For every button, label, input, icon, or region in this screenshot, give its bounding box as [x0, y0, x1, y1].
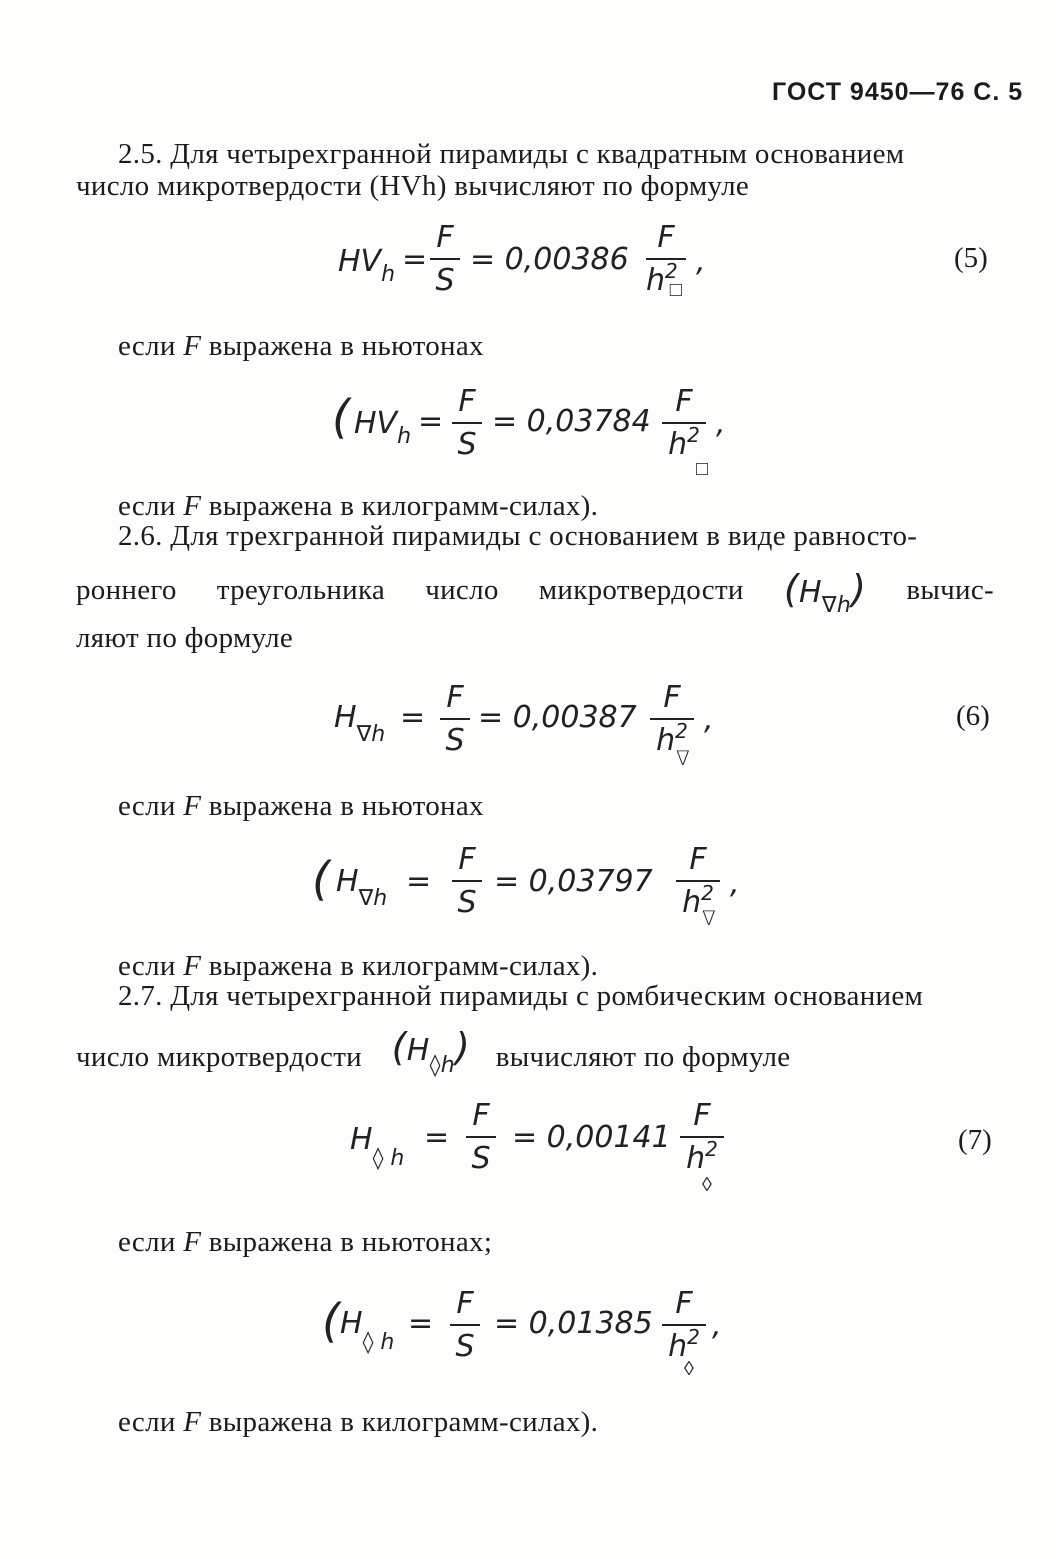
formula-6b-lhs-sub: ∇h — [358, 886, 388, 911]
formula-7-lhs-sub: ◊ h — [372, 1146, 405, 1171]
formula-6b-equals: = — [406, 864, 432, 899]
formula-7b-numerator: F — [456, 1286, 474, 1321]
formula-6-denominator: S — [445, 723, 465, 758]
formula-7-fraction-f-over-s — [466, 1098, 496, 1176]
formula-7b-h: h — [668, 1329, 688, 1364]
paragraph-2-6-line-3: ляют по формуле — [76, 622, 294, 654]
formula-6b-comma: , — [730, 866, 740, 901]
variable-f: F — [183, 490, 202, 522]
fraction-bar — [440, 718, 470, 720]
formula-6b-numerator-2: F — [689, 842, 707, 877]
formula-6b-denominator: S — [457, 885, 477, 920]
fraction-bar — [450, 1324, 480, 1326]
page-header: ГОСТ 9450—76 С. 5 — [772, 78, 1024, 106]
formula-5b-lhs: HV — [354, 406, 398, 441]
formula-5b-fraction-f-over-s — [452, 384, 482, 462]
formula-5-lhs-sub: h — [381, 262, 396, 287]
paragraph-2-5-line-1: 2.5. Для четырехгранной пирамиды с квадратным основанием — [118, 138, 905, 170]
nabla-icon: ∇ — [676, 746, 690, 770]
variable-f: F — [183, 950, 202, 982]
equation-number-7: (7) — [958, 1124, 992, 1156]
word: вычис- — [906, 574, 994, 606]
formula-7b-coefficient: = 0,01385 — [494, 1306, 653, 1341]
formula-6b-numerator: F — [458, 842, 476, 877]
formula-6-equals: = — [400, 700, 426, 735]
note-text: если — [118, 950, 184, 982]
diamond-icon: ◊ — [684, 1356, 694, 1380]
diamond-icon: ◊ — [702, 1172, 712, 1196]
paragraph-2-5-line-2: число микротвердости (HVh) вычисляют по формуле — [76, 170, 750, 202]
fraction-bar — [466, 1136, 496, 1138]
formula-5-numerator: F — [436, 220, 454, 255]
variable-f: F — [183, 1406, 202, 1438]
formula-5-h: h — [646, 263, 666, 298]
note-text: если — [118, 1226, 184, 1258]
formula-7b-h-sup: 2 — [687, 1325, 700, 1349]
formula-5-denominator: S — [435, 263, 455, 298]
note-6-newtons — [118, 790, 484, 823]
formula-7-denominator: S — [471, 1141, 491, 1176]
formula-5b-numerator-2: F — [675, 384, 693, 419]
open-paren: ( — [332, 390, 350, 444]
formula-7b-denominator: S — [455, 1329, 475, 1364]
formula-7-equals: = — [424, 1120, 450, 1155]
inline-symbol-h-rhomb: $(H_{◊h})$ — [391, 1025, 471, 1078]
formula-5b-numerator: F — [458, 384, 476, 419]
word: число — [425, 574, 499, 606]
paragraph-2-6-line-2 — [76, 567, 994, 618]
variable-f: F — [183, 330, 202, 362]
formula-7b-numerator-2: F — [675, 1286, 693, 1321]
nabla-icon: ∇ — [702, 906, 716, 930]
formula-7-h: h — [686, 1141, 706, 1176]
formula-6-lhs: H — [334, 700, 357, 735]
note-text: выражена в ньютонах — [201, 790, 484, 822]
formula-7b-equals: = — [408, 1306, 434, 1341]
open-paren: ( — [322, 1294, 340, 1348]
formula-5-equals: = — [402, 242, 428, 277]
formula-7-lhs: H — [350, 1122, 373, 1157]
formula-7-numerator: F — [472, 1098, 490, 1133]
formula-5-numerator-2: F — [657, 220, 675, 255]
equation-number-6: (6) — [956, 700, 990, 732]
open-paren: ( — [312, 852, 330, 906]
fraction-bar — [452, 880, 482, 882]
formula-5b-h: h — [668, 427, 688, 462]
text: вычисляют по формуле — [495, 1041, 791, 1073]
formula-5b-h-sup: 2 — [687, 423, 700, 447]
text: число микротвердости — [76, 1041, 363, 1073]
symbol-sub: ∇h — [821, 593, 852, 618]
symbol-h: H — [406, 1033, 430, 1068]
note-text: выражена в ньютонах — [201, 330, 484, 362]
formula-5b-fraction-f-over-h2 — [662, 384, 706, 462]
note-text: если — [118, 1406, 184, 1438]
formula-5-h-sup: 2 — [665, 259, 678, 283]
formula-7b-lhs: H — [340, 1306, 363, 1341]
formula-6-numerator: F — [446, 680, 464, 715]
symbol-sub: ◊h — [429, 1053, 455, 1078]
formula-5-coefficient: = 0,00386 — [470, 242, 629, 277]
formula-6-h-sup: 2 — [675, 719, 688, 743]
formula-6-h: h — [656, 723, 676, 758]
inline-symbol-h-tri: $(H_{\nabla h})$ — [783, 567, 867, 618]
formula-7-coefficient: = 0,00141 — [512, 1120, 671, 1155]
formula-6-lhs-sub: ∇h — [356, 722, 386, 747]
word: роннего — [76, 574, 177, 606]
formula-7-numerator-2: F — [693, 1098, 711, 1133]
formula-7-h-sup: 2 — [705, 1137, 718, 1161]
note-5-kgf — [118, 490, 598, 523]
variable-f: F — [183, 790, 202, 822]
formula-6b-fraction-f-over-s — [452, 842, 482, 920]
formula-5b-comma: , — [716, 406, 726, 441]
formula-6b-coefficient: = 0,03797 — [494, 864, 653, 899]
paragraph-2-7-line-1: 2.7. Для четырехгранной пирамиды с ромбическим основанием — [118, 980, 924, 1012]
word: треугольника — [216, 574, 386, 606]
formula-5-fraction-f-over-s — [430, 220, 460, 298]
formula-5b-lhs-sub: h — [397, 424, 412, 449]
formula-5-comma: , — [696, 244, 706, 279]
equation-number-5: (5) — [954, 242, 988, 274]
note-text: если — [118, 490, 184, 522]
note-5-newtons — [118, 330, 484, 363]
note-7-kgf — [118, 1406, 598, 1439]
formula-6-coefficient: = 0,00387 — [478, 700, 637, 735]
note-text: выражена в килограмм-силах). — [201, 950, 599, 982]
note-text: если — [118, 330, 184, 362]
formula-6b-lhs: H — [336, 864, 359, 899]
fraction-bar — [452, 422, 482, 424]
symbol-h: H — [799, 575, 822, 610]
variable-f: F — [183, 1226, 202, 1258]
paragraph-2-7-line-2 — [76, 1025, 791, 1078]
formula-5-lhs: HV — [338, 244, 382, 279]
formula-5b-coefficient: = 0,03784 — [492, 404, 651, 439]
word: микротвердости — [538, 574, 744, 606]
note-text: выражена в килограмм-силах). — [201, 490, 599, 522]
square-icon: □ — [696, 456, 709, 480]
note-text: выражена в килограмм-силах). — [201, 1406, 599, 1438]
formula-6-fraction-f-over-s — [440, 680, 470, 758]
formula-6-numerator-2: F — [663, 680, 681, 715]
note-7-newtons — [118, 1226, 492, 1259]
paragraph-2-6-line-1: 2.6. Для трехгранной пирамиды с основанием в виде равносто- — [118, 520, 918, 552]
formula-7b-comma: , — [712, 1308, 722, 1343]
note-6-kgf — [118, 950, 598, 983]
formula-6b-h-sup: 2 — [701, 881, 714, 905]
fraction-bar — [430, 258, 460, 260]
note-text: если — [118, 790, 184, 822]
formula-5-fraction-f-over-h2 — [646, 220, 686, 301]
formula-7b-fraction-f-over-s — [450, 1286, 480, 1364]
formula-5b-denominator: S — [457, 427, 477, 462]
formula-6-comma: , — [704, 702, 714, 737]
note-text: выражена в ньютонах; — [201, 1226, 493, 1258]
formula-7b-fraction-f-over-h2 — [662, 1286, 706, 1364]
formula-7b-lhs-sub: ◊ h — [362, 1330, 395, 1355]
formula-5b-equals: = — [418, 404, 444, 439]
formula-6b-h: h — [682, 885, 702, 920]
formula-7-fraction-f-over-h2 — [680, 1098, 724, 1176]
square-icon: □ — [669, 277, 682, 301]
